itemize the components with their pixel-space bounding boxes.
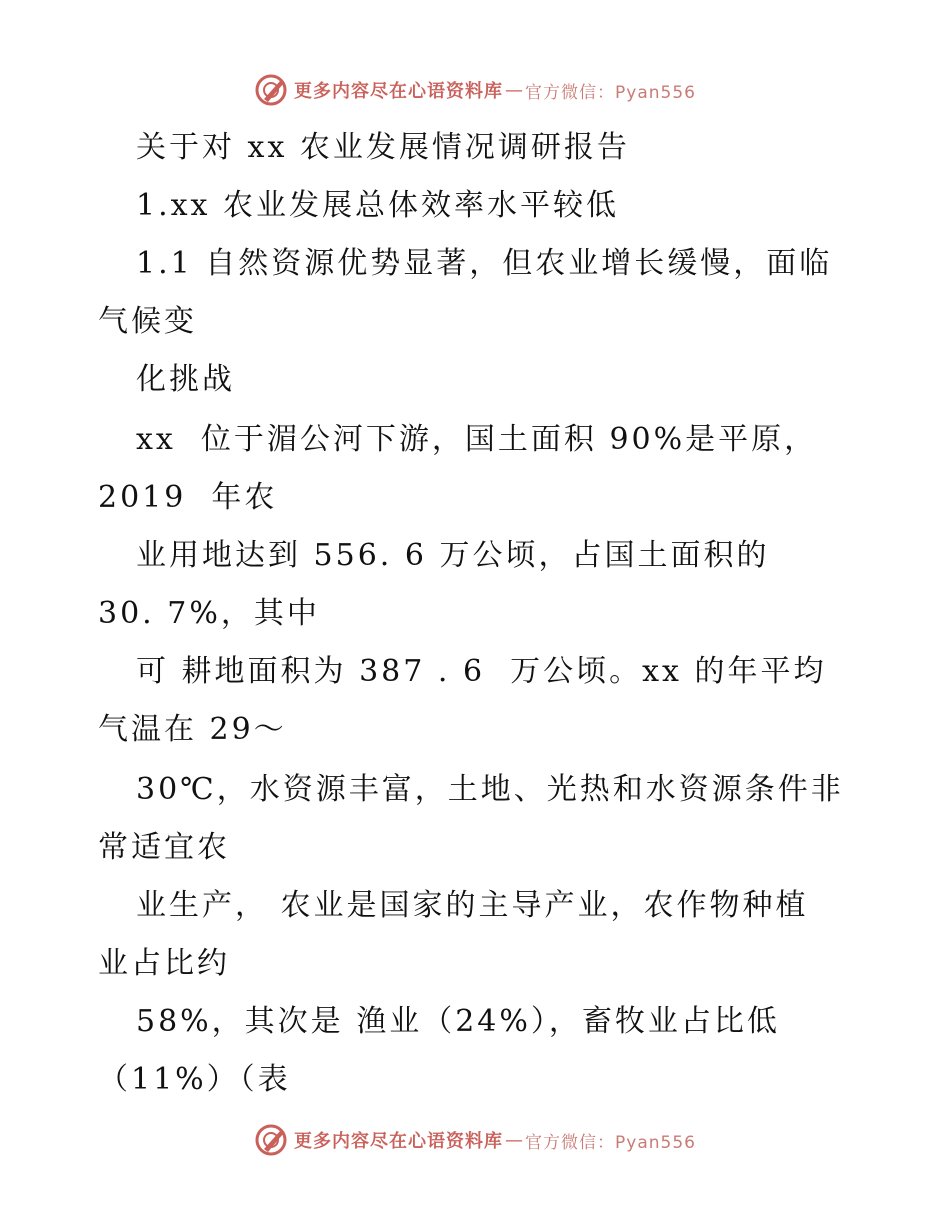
watermark-sub-text: 官方微信：Pyan556 xyxy=(525,82,696,103)
paragraph-line: 业用地达到 556. 6 万公顷，占国土面积的 xyxy=(136,538,770,573)
watermark-logo-icon xyxy=(254,1123,288,1157)
section-heading: 1.xx 农业发展总体效率水平较低 xyxy=(136,188,619,223)
paragraph-line: 2019 年农 xyxy=(98,480,278,515)
watermark-footer xyxy=(0,1120,950,1160)
subsection-heading: 1.1 自然资源优势显著，但农业增长缓慢，面临 xyxy=(136,246,833,281)
paragraph-line: 58%，其次是 渔业（24%），畜牧业占比低 xyxy=(136,1004,780,1039)
watermark-dash: — xyxy=(505,1129,524,1151)
watermark-sub-text: 官方微信：Pyan556 xyxy=(525,1132,696,1153)
paragraph-line: 气温在 29～ xyxy=(98,712,287,747)
subsection-heading-cont: 化挑战 xyxy=(136,362,235,397)
paragraph-line: 业生产， 农业是国家的主导产业，农作物种植 xyxy=(136,888,809,923)
paragraph-line: 常适宜农 xyxy=(98,830,230,865)
watermark-dash: — xyxy=(505,79,524,101)
document-title: 关于对 xx 农业发展情况调研报告 xyxy=(136,130,630,165)
paragraph-line: 可 耕地面积为 387 . 6 万公顷。xx 的年平均 xyxy=(136,654,827,689)
watermark-main-text: 更多内容尽在心语资料库 xyxy=(294,1131,504,1152)
watermark-main-text: 更多内容尽在心语资料库 xyxy=(294,81,504,102)
paragraph-line: 30℃，水资源丰富，土地、光热和水资源条件非 xyxy=(136,772,844,807)
paragraph-line: 30. 7%，其中 xyxy=(98,596,320,631)
paragraph-line: xx 位于湄公河下游，国土面积 90%是平原， xyxy=(136,422,818,457)
subsection-heading-cont: 气候变 xyxy=(98,304,197,339)
paragraph-line: （11%）（表 xyxy=(98,1062,291,1097)
paragraph-line: 业占比约 xyxy=(98,946,230,981)
